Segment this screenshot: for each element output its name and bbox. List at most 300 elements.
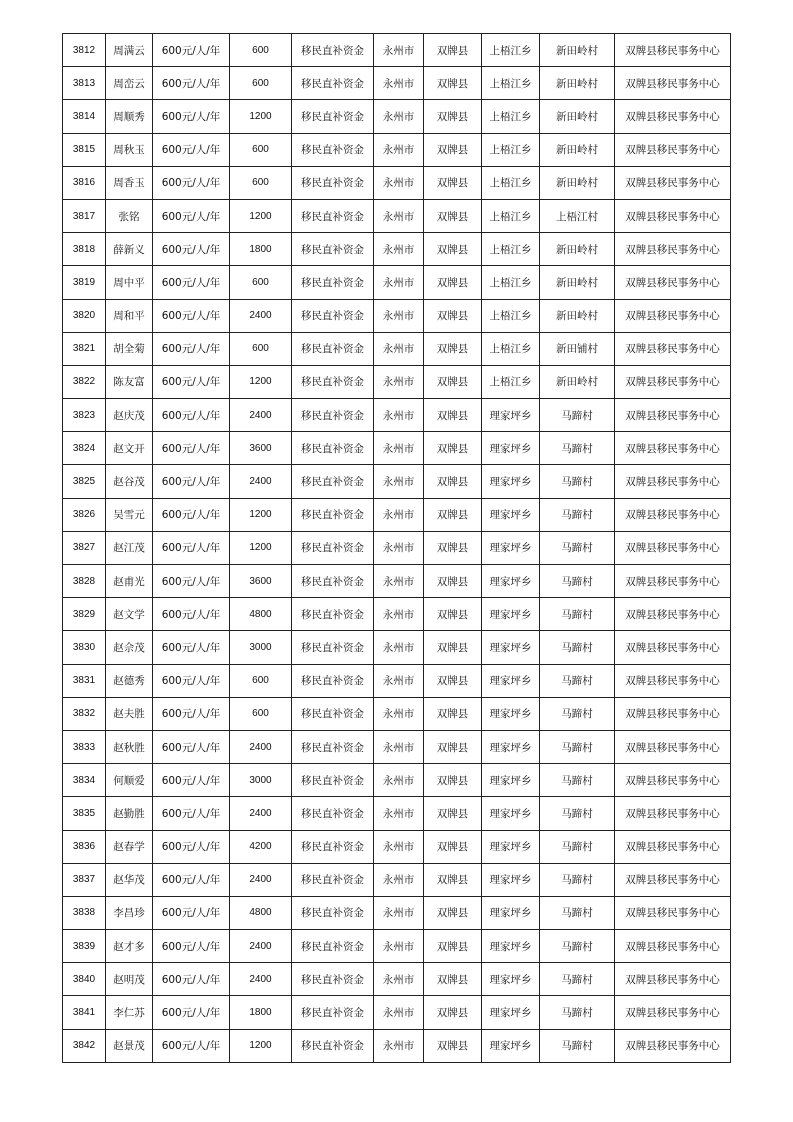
cell-amount: 1200 [230, 1029, 292, 1062]
cell-amount: 2400 [230, 863, 292, 896]
cell-issuing-agency: 双牌县移民事务中心 [615, 67, 731, 100]
cell-city: 永州市 [374, 365, 424, 398]
table-row [63, 565, 731, 598]
cell-fund-type: 移民直补资金 [292, 531, 374, 564]
cell-recipient-name: 赵甫光 [106, 565, 153, 598]
cell-recipient-name: 赵华茂 [106, 863, 153, 896]
cell-city: 永州市 [374, 100, 424, 133]
cell-serial-no: 3813 [63, 67, 106, 100]
cell-recipient-name: 赵夫胜 [106, 697, 153, 730]
cell-village: 马蹄村 [540, 996, 615, 1029]
cell-township: 上梧江乡 [482, 34, 540, 67]
cell-amount: 2400 [230, 399, 292, 432]
cell-recipient-name: 周秋玉 [106, 133, 153, 166]
cell-fund-type: 移民直补资金 [292, 996, 374, 1029]
cell-issuing-agency: 双牌县移民事务中心 [615, 1029, 731, 1062]
cell-county: 双牌县 [424, 365, 482, 398]
cell-serial-no: 3827 [63, 531, 106, 564]
cell-city: 永州市 [374, 166, 424, 199]
cell-county: 双牌县 [424, 963, 482, 996]
cell-fund-type: 移民直补资金 [292, 166, 374, 199]
cell-standard: 600元/人/年 [153, 963, 230, 996]
cell-city: 永州市 [374, 233, 424, 266]
cell-issuing-agency: 双牌县移民事务中心 [615, 299, 731, 332]
cell-issuing-agency: 双牌县移民事务中心 [615, 697, 731, 730]
cell-amount: 3600 [230, 432, 292, 465]
cell-serial-no: 3812 [63, 34, 106, 67]
cell-township: 理家坪乡 [482, 730, 540, 763]
cell-amount: 600 [230, 166, 292, 199]
table-row [63, 863, 731, 896]
cell-township: 理家坪乡 [482, 664, 540, 697]
cell-county: 双牌县 [424, 531, 482, 564]
cell-county: 双牌县 [424, 332, 482, 365]
cell-city: 永州市 [374, 863, 424, 896]
cell-serial-no: 3826 [63, 498, 106, 531]
cell-county: 双牌县 [424, 1029, 482, 1062]
cell-township: 上梧江乡 [482, 266, 540, 299]
cell-township: 上梧江乡 [482, 233, 540, 266]
cell-issuing-agency: 双牌县移民事务中心 [615, 365, 731, 398]
cell-fund-type: 移民直补资金 [292, 399, 374, 432]
cell-village: 马蹄村 [540, 830, 615, 863]
cell-city: 永州市 [374, 631, 424, 664]
cell-township: 上梧江乡 [482, 100, 540, 133]
cell-issuing-agency: 双牌县移民事务中心 [615, 498, 731, 531]
cell-serial-no: 3819 [63, 266, 106, 299]
cell-standard: 600元/人/年 [153, 365, 230, 398]
cell-township: 上梧江乡 [482, 199, 540, 232]
cell-serial-no: 3838 [63, 896, 106, 929]
cell-recipient-name: 赵谷茂 [106, 465, 153, 498]
cell-county: 双牌县 [424, 34, 482, 67]
cell-serial-no: 3837 [63, 863, 106, 896]
table-row [63, 764, 731, 797]
cell-serial-no: 3833 [63, 730, 106, 763]
cell-fund-type: 移民直补资金 [292, 631, 374, 664]
cell-village: 马蹄村 [540, 465, 615, 498]
cell-township: 理家坪乡 [482, 465, 540, 498]
cell-recipient-name: 周中平 [106, 266, 153, 299]
cell-standard: 600元/人/年 [153, 697, 230, 730]
cell-amount: 3000 [230, 764, 292, 797]
cell-village: 马蹄村 [540, 399, 615, 432]
cell-recipient-name: 周峦云 [106, 67, 153, 100]
cell-county: 双牌县 [424, 930, 482, 963]
cell-township: 理家坪乡 [482, 531, 540, 564]
cell-standard: 600元/人/年 [153, 432, 230, 465]
table-row [63, 631, 731, 664]
cell-township: 上梧江乡 [482, 332, 540, 365]
table-row [63, 432, 731, 465]
cell-city: 永州市 [374, 963, 424, 996]
cell-serial-no: 3823 [63, 399, 106, 432]
table-row [63, 100, 731, 133]
cell-township: 理家坪乡 [482, 963, 540, 996]
cell-city: 永州市 [374, 1029, 424, 1062]
cell-amount: 3000 [230, 631, 292, 664]
cell-amount: 1200 [230, 199, 292, 232]
cell-recipient-name: 赵德秀 [106, 664, 153, 697]
cell-village: 新田岭村 [540, 365, 615, 398]
cell-amount: 2400 [230, 930, 292, 963]
cell-issuing-agency: 双牌县移民事务中心 [615, 764, 731, 797]
cell-county: 双牌县 [424, 996, 482, 1029]
cell-fund-type: 移民直补资金 [292, 233, 374, 266]
cell-fund-type: 移民直补资金 [292, 764, 374, 797]
cell-standard: 600元/人/年 [153, 166, 230, 199]
cell-city: 永州市 [374, 930, 424, 963]
cell-fund-type: 移民直补资金 [292, 100, 374, 133]
cell-serial-no: 3830 [63, 631, 106, 664]
table-row [63, 233, 731, 266]
cell-recipient-name: 赵文开 [106, 432, 153, 465]
cell-city: 永州市 [374, 399, 424, 432]
cell-recipient-name: 张铭 [106, 199, 153, 232]
cell-fund-type: 移民直补资金 [292, 863, 374, 896]
cell-serial-no: 3828 [63, 565, 106, 598]
cell-serial-no: 3839 [63, 930, 106, 963]
cell-village: 马蹄村 [540, 631, 615, 664]
cell-fund-type: 移民直补资金 [292, 133, 374, 166]
cell-standard: 600元/人/年 [153, 465, 230, 498]
allowance-table [62, 33, 731, 1063]
cell-standard: 600元/人/年 [153, 896, 230, 929]
cell-township: 理家坪乡 [482, 764, 540, 797]
cell-fund-type: 移民直补资金 [292, 565, 374, 598]
cell-recipient-name: 赵江茂 [106, 531, 153, 564]
cell-fund-type: 移民直补资金 [292, 963, 374, 996]
cell-village: 马蹄村 [540, 764, 615, 797]
cell-fund-type: 移民直补资金 [292, 432, 374, 465]
table-row [63, 299, 731, 332]
cell-standard: 600元/人/年 [153, 730, 230, 763]
table-row [63, 697, 731, 730]
cell-issuing-agency: 双牌县移民事务中心 [615, 830, 731, 863]
cell-issuing-agency: 双牌县移民事务中心 [615, 34, 731, 67]
cell-city: 永州市 [374, 67, 424, 100]
cell-county: 双牌县 [424, 664, 482, 697]
cell-serial-no: 3835 [63, 797, 106, 830]
cell-fund-type: 移民直补资金 [292, 498, 374, 531]
cell-recipient-name: 周香玉 [106, 166, 153, 199]
cell-county: 双牌县 [424, 830, 482, 863]
cell-serial-no: 3815 [63, 133, 106, 166]
cell-issuing-agency: 双牌县移民事务中心 [615, 199, 731, 232]
cell-serial-no: 3842 [63, 1029, 106, 1062]
cell-village: 马蹄村 [540, 432, 615, 465]
cell-serial-no: 3825 [63, 465, 106, 498]
cell-amount: 600 [230, 67, 292, 100]
cell-issuing-agency: 双牌县移民事务中心 [615, 100, 731, 133]
cell-issuing-agency: 双牌县移民事务中心 [615, 996, 731, 1029]
cell-amount: 4800 [230, 598, 292, 631]
cell-city: 永州市 [374, 133, 424, 166]
cell-standard: 600元/人/年 [153, 664, 230, 697]
cell-issuing-agency: 双牌县移民事务中心 [615, 797, 731, 830]
cell-standard: 600元/人/年 [153, 233, 230, 266]
cell-serial-no: 3832 [63, 697, 106, 730]
cell-standard: 600元/人/年 [153, 498, 230, 531]
cell-recipient-name: 赵春学 [106, 830, 153, 863]
cell-recipient-name: 李仁苏 [106, 996, 153, 1029]
cell-village: 马蹄村 [540, 664, 615, 697]
cell-amount: 600 [230, 34, 292, 67]
cell-township: 理家坪乡 [482, 930, 540, 963]
cell-fund-type: 移民直补资金 [292, 896, 374, 929]
cell-issuing-agency: 双牌县移民事务中心 [615, 730, 731, 763]
cell-county: 双牌县 [424, 697, 482, 730]
cell-recipient-name: 周满云 [106, 34, 153, 67]
cell-amount: 1800 [230, 233, 292, 266]
cell-amount: 600 [230, 664, 292, 697]
cell-serial-no: 3820 [63, 299, 106, 332]
cell-village: 马蹄村 [540, 531, 615, 564]
cell-village: 马蹄村 [540, 565, 615, 598]
cell-village: 马蹄村 [540, 797, 615, 830]
cell-amount: 600 [230, 332, 292, 365]
cell-recipient-name: 赵景茂 [106, 1029, 153, 1062]
table-row [63, 797, 731, 830]
cell-standard: 600元/人/年 [153, 863, 230, 896]
cell-amount: 1200 [230, 498, 292, 531]
cell-serial-no: 3816 [63, 166, 106, 199]
cell-county: 双牌县 [424, 233, 482, 266]
cell-fund-type: 移民直补资金 [292, 365, 374, 398]
cell-county: 双牌县 [424, 299, 482, 332]
table-row [63, 598, 731, 631]
cell-serial-no: 3841 [63, 996, 106, 1029]
cell-amount: 2400 [230, 963, 292, 996]
cell-fund-type: 移民直补资金 [292, 598, 374, 631]
table-row [63, 664, 731, 697]
cell-serial-no: 3817 [63, 199, 106, 232]
cell-county: 双牌县 [424, 67, 482, 100]
table-row [63, 332, 731, 365]
cell-county: 双牌县 [424, 631, 482, 664]
cell-recipient-name: 周和平 [106, 299, 153, 332]
cell-recipient-name: 赵秋胜 [106, 730, 153, 763]
cell-amount: 2400 [230, 465, 292, 498]
cell-standard: 600元/人/年 [153, 1029, 230, 1062]
cell-city: 永州市 [374, 664, 424, 697]
cell-township: 上梧江乡 [482, 299, 540, 332]
cell-village: 马蹄村 [540, 963, 615, 996]
cell-city: 永州市 [374, 34, 424, 67]
table-row [63, 166, 731, 199]
cell-township: 上梧江乡 [482, 67, 540, 100]
cell-village: 马蹄村 [540, 598, 615, 631]
cell-serial-no: 3836 [63, 830, 106, 863]
table-row [63, 67, 731, 100]
cell-standard: 600元/人/年 [153, 797, 230, 830]
cell-serial-no: 3822 [63, 365, 106, 398]
cell-village: 新田岭村 [540, 233, 615, 266]
table-row [63, 830, 731, 863]
cell-issuing-agency: 双牌县移民事务中心 [615, 963, 731, 996]
cell-standard: 600元/人/年 [153, 299, 230, 332]
cell-recipient-name: 吴雪元 [106, 498, 153, 531]
cell-amount: 2400 [230, 299, 292, 332]
cell-city: 永州市 [374, 565, 424, 598]
cell-serial-no: 3824 [63, 432, 106, 465]
cell-township: 理家坪乡 [482, 565, 540, 598]
cell-county: 双牌县 [424, 100, 482, 133]
cell-fund-type: 移民直补资金 [292, 830, 374, 863]
cell-fund-type: 移民直补资金 [292, 266, 374, 299]
cell-county: 双牌县 [424, 730, 482, 763]
cell-city: 永州市 [374, 996, 424, 1029]
cell-serial-no: 3814 [63, 100, 106, 133]
table-row [63, 996, 731, 1029]
table-row [63, 531, 731, 564]
cell-county: 双牌县 [424, 797, 482, 830]
cell-village: 马蹄村 [540, 930, 615, 963]
cell-fund-type: 移民直补资金 [292, 1029, 374, 1062]
cell-county: 双牌县 [424, 565, 482, 598]
cell-county: 双牌县 [424, 764, 482, 797]
cell-issuing-agency: 双牌县移民事务中心 [615, 896, 731, 929]
cell-township: 理家坪乡 [482, 896, 540, 929]
table-row [63, 365, 731, 398]
cell-township: 理家坪乡 [482, 797, 540, 830]
cell-amount: 4200 [230, 830, 292, 863]
cell-standard: 600元/人/年 [153, 100, 230, 133]
cell-amount: 600 [230, 697, 292, 730]
table-row [63, 1029, 731, 1062]
cell-serial-no: 3834 [63, 764, 106, 797]
cell-issuing-agency: 双牌县移民事务中心 [615, 598, 731, 631]
cell-standard: 600元/人/年 [153, 631, 230, 664]
table-row [63, 730, 731, 763]
cell-serial-no: 3831 [63, 664, 106, 697]
cell-county: 双牌县 [424, 133, 482, 166]
cell-amount: 3600 [230, 565, 292, 598]
cell-standard: 600元/人/年 [153, 531, 230, 564]
cell-issuing-agency: 双牌县移民事务中心 [615, 332, 731, 365]
cell-county: 双牌县 [424, 896, 482, 929]
cell-standard: 600元/人/年 [153, 598, 230, 631]
table-row [63, 465, 731, 498]
cell-village: 上梧江村 [540, 199, 615, 232]
cell-amount: 600 [230, 133, 292, 166]
cell-issuing-agency: 双牌县移民事务中心 [615, 432, 731, 465]
cell-fund-type: 移民直补资金 [292, 797, 374, 830]
cell-issuing-agency: 双牌县移民事务中心 [615, 133, 731, 166]
cell-village: 马蹄村 [540, 498, 615, 531]
cell-recipient-name: 赵明茂 [106, 963, 153, 996]
cell-issuing-agency: 双牌县移民事务中心 [615, 465, 731, 498]
cell-standard: 600元/人/年 [153, 266, 230, 299]
cell-county: 双牌县 [424, 465, 482, 498]
cell-city: 永州市 [374, 730, 424, 763]
cell-county: 双牌县 [424, 166, 482, 199]
cell-city: 永州市 [374, 764, 424, 797]
cell-issuing-agency: 双牌县移民事务中心 [615, 664, 731, 697]
cell-city: 永州市 [374, 896, 424, 929]
cell-county: 双牌县 [424, 432, 482, 465]
cell-recipient-name: 赵文学 [106, 598, 153, 631]
cell-township: 上梧江乡 [482, 133, 540, 166]
cell-issuing-agency: 双牌县移民事务中心 [615, 531, 731, 564]
cell-village: 新田岭村 [540, 166, 615, 199]
cell-city: 永州市 [374, 797, 424, 830]
cell-issuing-agency: 双牌县移民事务中心 [615, 565, 731, 598]
cell-township: 理家坪乡 [482, 598, 540, 631]
cell-village: 马蹄村 [540, 863, 615, 896]
cell-township: 理家坪乡 [482, 863, 540, 896]
cell-recipient-name: 赵佘茂 [106, 631, 153, 664]
table-row [63, 34, 731, 67]
cell-recipient-name: 赵才多 [106, 930, 153, 963]
cell-standard: 600元/人/年 [153, 399, 230, 432]
cell-township: 理家坪乡 [482, 697, 540, 730]
cell-county: 双牌县 [424, 399, 482, 432]
cell-amount: 1200 [230, 531, 292, 564]
cell-county: 双牌县 [424, 498, 482, 531]
cell-serial-no: 3818 [63, 233, 106, 266]
cell-fund-type: 移民直补资金 [292, 730, 374, 763]
cell-recipient-name: 赵庆茂 [106, 399, 153, 432]
cell-city: 永州市 [374, 432, 424, 465]
cell-township: 理家坪乡 [482, 399, 540, 432]
cell-city: 永州市 [374, 598, 424, 631]
cell-city: 永州市 [374, 830, 424, 863]
cell-township: 理家坪乡 [482, 631, 540, 664]
cell-amount: 1200 [230, 100, 292, 133]
cell-standard: 600元/人/年 [153, 34, 230, 67]
cell-standard: 600元/人/年 [153, 332, 230, 365]
cell-township: 上梧江乡 [482, 365, 540, 398]
cell-township: 理家坪乡 [482, 996, 540, 1029]
cell-fund-type: 移民直补资金 [292, 664, 374, 697]
cell-fund-type: 移民直补资金 [292, 465, 374, 498]
table-row [63, 930, 731, 963]
cell-fund-type: 移民直补资金 [292, 67, 374, 100]
cell-village: 新田岭村 [540, 34, 615, 67]
table-row [63, 498, 731, 531]
table-body [63, 34, 731, 1063]
cell-city: 永州市 [374, 531, 424, 564]
cell-village: 新田岭村 [540, 299, 615, 332]
cell-township: 理家坪乡 [482, 432, 540, 465]
cell-standard: 600元/人/年 [153, 133, 230, 166]
cell-standard: 600元/人/年 [153, 565, 230, 598]
cell-recipient-name: 赵勤胜 [106, 797, 153, 830]
cell-standard: 600元/人/年 [153, 830, 230, 863]
cell-amount: 1200 [230, 365, 292, 398]
cell-issuing-agency: 双牌县移民事务中心 [615, 233, 731, 266]
cell-issuing-agency: 双牌县移民事务中心 [615, 166, 731, 199]
cell-township: 上梧江乡 [482, 166, 540, 199]
cell-standard: 600元/人/年 [153, 996, 230, 1029]
cell-recipient-name: 李昌珍 [106, 896, 153, 929]
cell-serial-no: 3821 [63, 332, 106, 365]
cell-township: 理家坪乡 [482, 830, 540, 863]
cell-issuing-agency: 双牌县移民事务中心 [615, 266, 731, 299]
cell-city: 永州市 [374, 266, 424, 299]
cell-amount: 2400 [230, 797, 292, 830]
cell-village: 新田岭村 [540, 100, 615, 133]
cell-county: 双牌县 [424, 598, 482, 631]
cell-serial-no: 3829 [63, 598, 106, 631]
cell-village: 马蹄村 [540, 1029, 615, 1062]
cell-standard: 600元/人/年 [153, 199, 230, 232]
cell-standard: 600元/人/年 [153, 930, 230, 963]
cell-recipient-name: 薛新义 [106, 233, 153, 266]
cell-city: 永州市 [374, 498, 424, 531]
cell-fund-type: 移民直补资金 [292, 199, 374, 232]
